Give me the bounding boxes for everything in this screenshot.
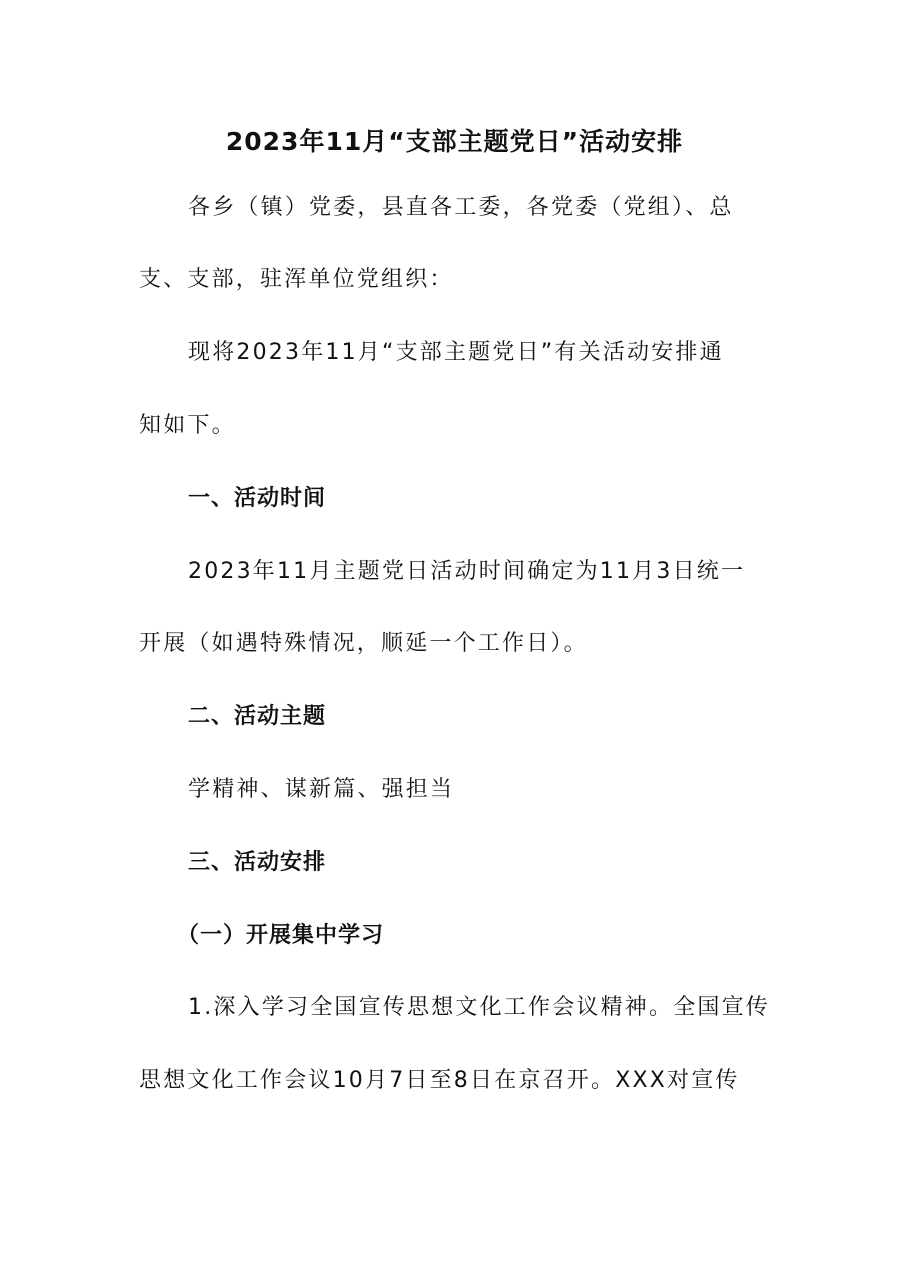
study-paragraph-line-2: 思想文化工作会议10月7日至8日在京召开。XXX对宣传 xyxy=(139,1068,740,1093)
salutation-line-2: 支、支部，驻浑单位党组织： xyxy=(139,267,454,292)
section-heading-theme: 二、活动主题 xyxy=(188,704,327,729)
time-paragraph-line-1: 2023年11月主题党日活动时间确定为11月3日统一 xyxy=(188,559,746,584)
subheading-study: （一）开展集中学习 xyxy=(177,923,385,948)
time-paragraph-line-2: 开展（如遇特殊情况，顺延一个工作日）。 xyxy=(139,631,588,656)
salutation-line-1: 各乡（镇）党委，县直各工委，各党委（党组）、总 xyxy=(188,195,734,220)
section-heading-time: 一、活动时间 xyxy=(188,486,327,511)
theme-paragraph: 学精神、谋新篇、强担当 xyxy=(188,777,455,802)
intro-line-1: 现将2023年11月“支部主题党日”有关活动安排通 xyxy=(188,340,724,365)
section-heading-arrangement: 三、活动安排 xyxy=(188,850,327,875)
document-title: 2023年11月“支部主题党日”活动安排 xyxy=(225,127,684,156)
study-paragraph-line-1: 1.深入学习全国宣传思想文化工作会议精神。全国宣传 xyxy=(188,995,770,1020)
intro-line-2: 知如下。 xyxy=(139,413,236,438)
